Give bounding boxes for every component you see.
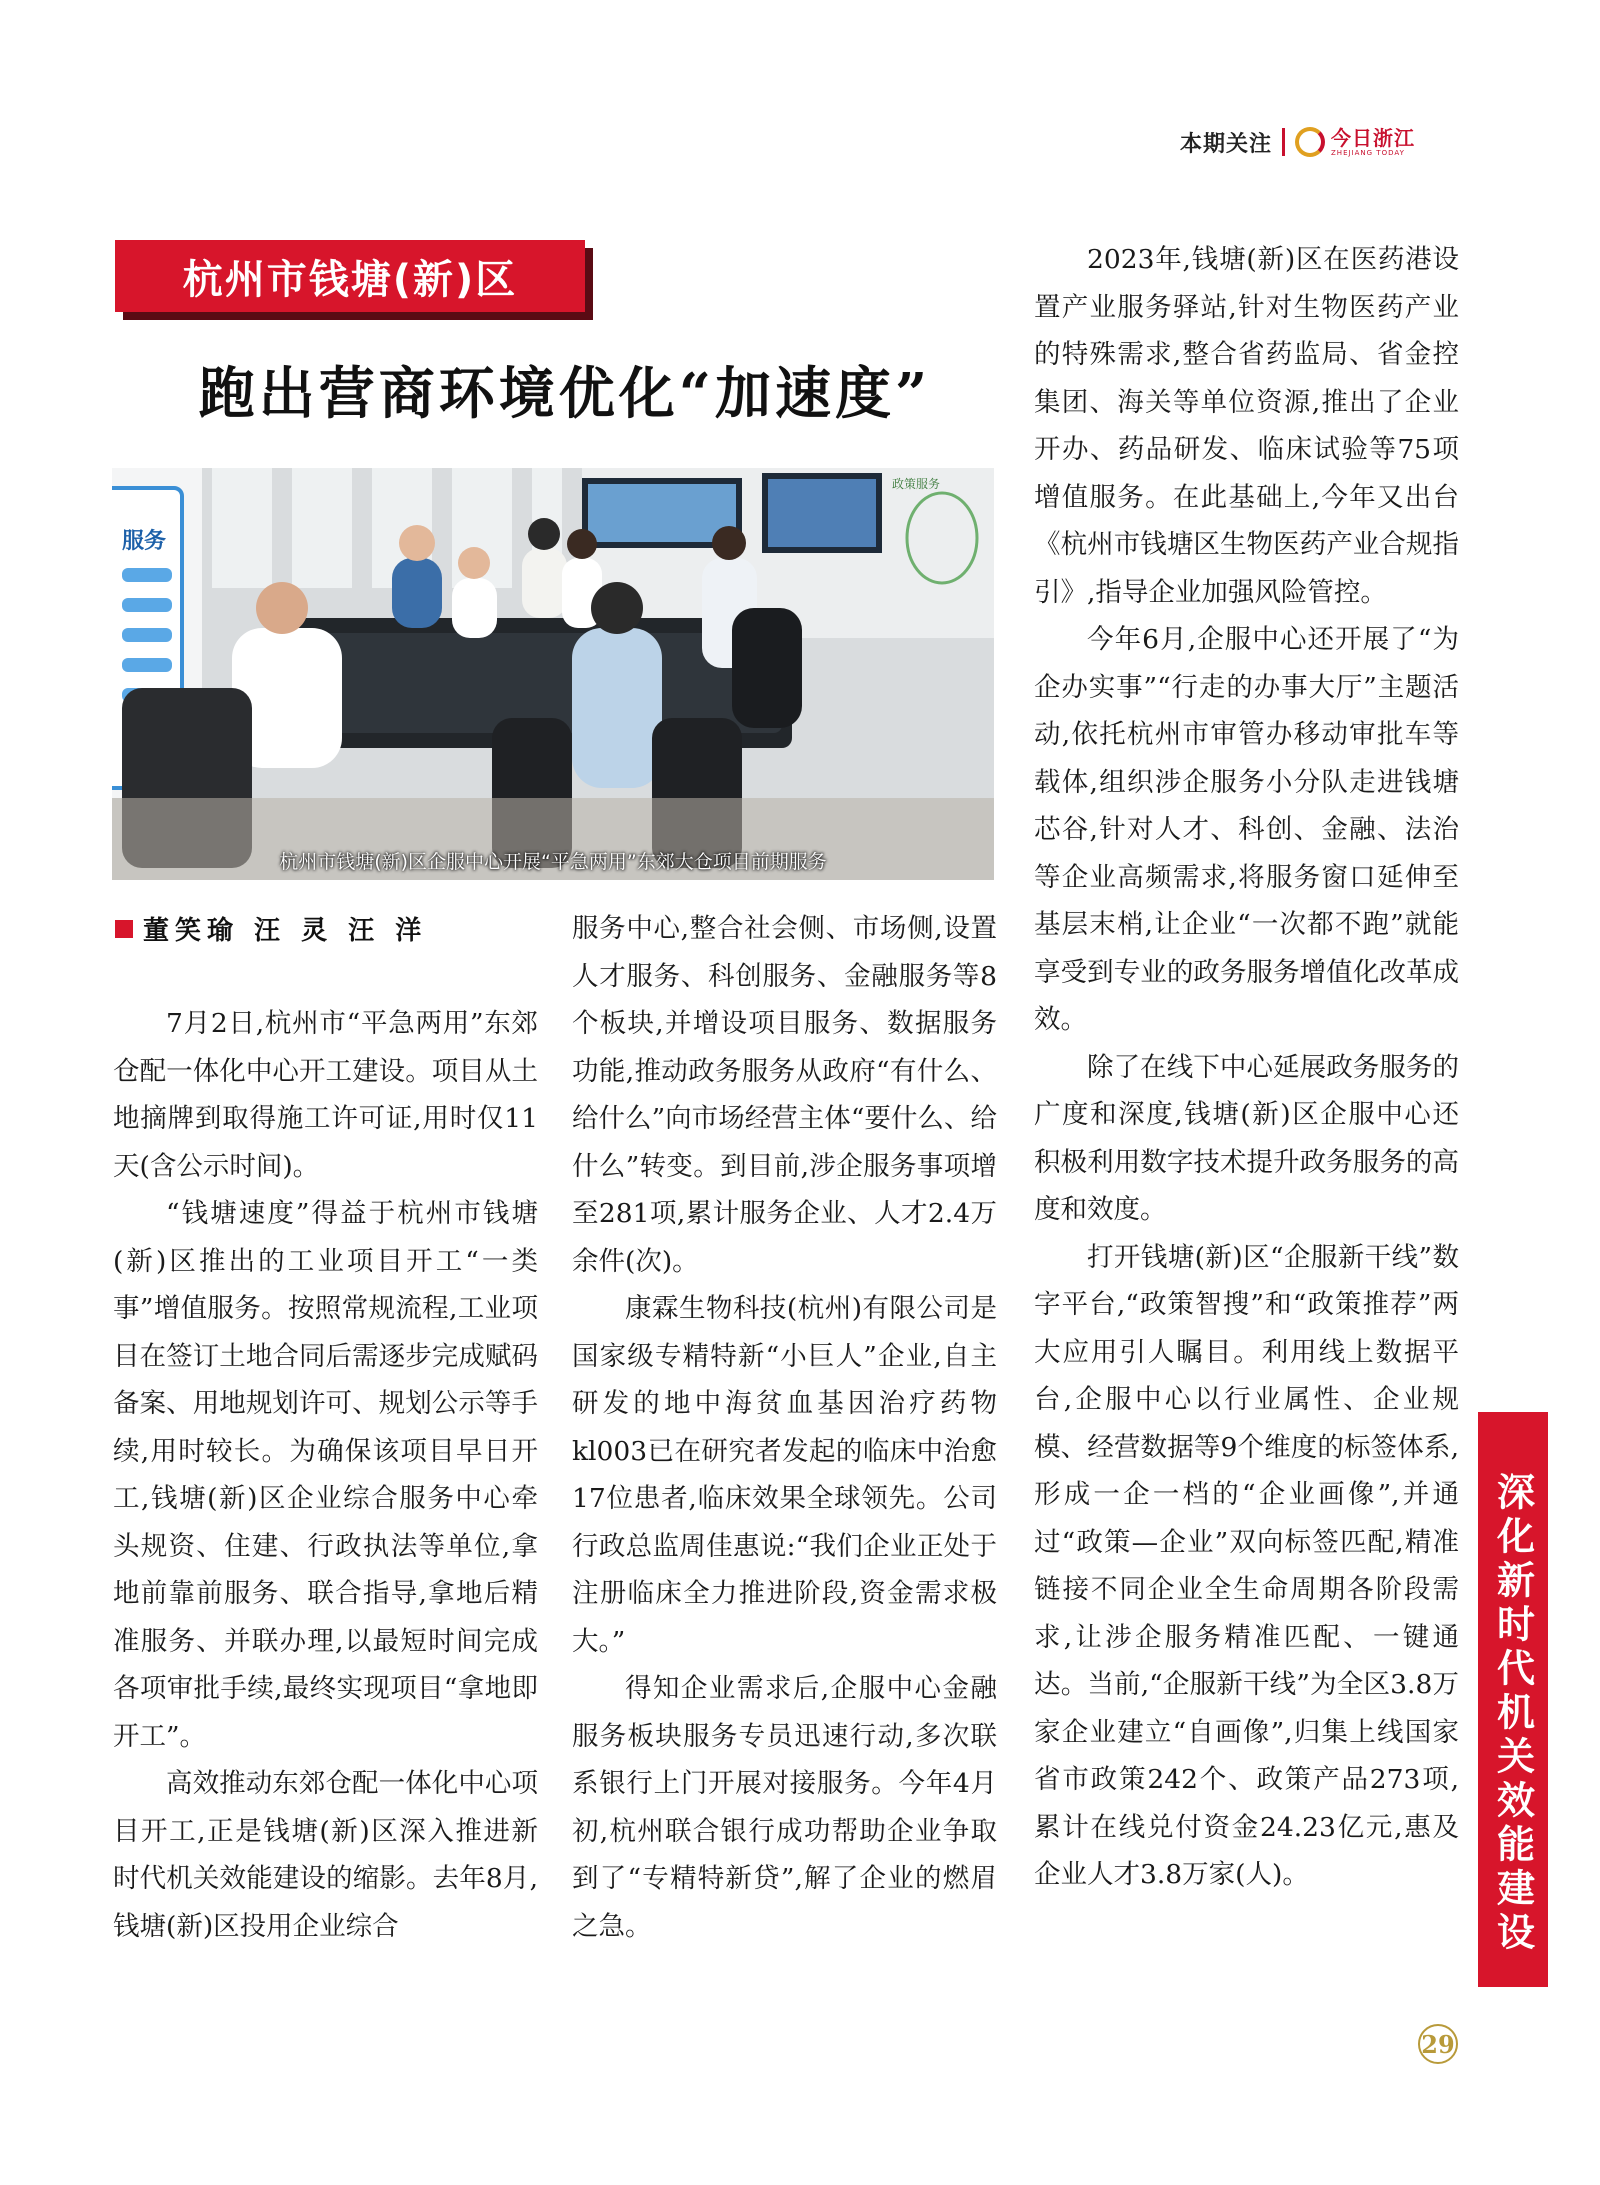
author-names: 董笑瑜 汪 灵 汪 洋 (143, 916, 428, 946)
logo-text: 今日浙江 (1331, 125, 1416, 150)
article-column-1 (113, 1000, 538, 1950)
region-banner: 杭州市钱塘(新)区 (115, 240, 585, 312)
paragraph: 康霖生物科技(杭州)有限公司是国家级专精特新“小巨人”企业,自主研发的地中海贫血基因治疗药物kl003已在研究者发起的临床中治愈17位患者,临床效果全球领先。公司行政总监周佳惠说:“我们企业正处于注册临床全力推进阶段,资金需求极大。” (572, 1293, 997, 1657)
article-column-2 (572, 905, 997, 1950)
page-number: 29 (1418, 2024, 1458, 2064)
article-title: 跑出营商环境优化“加速度” (198, 361, 932, 427)
paragraph: 7月2日,杭州市“平急两用”东郊仓配一体化中心开工建设。项目从土地摘牌到取得施工许可证,用时仅11天(含公示时间)。 (113, 1008, 538, 1182)
logo-subtext: ZHEJIANG TODAY (1331, 148, 1405, 157)
photo-caption: 杭州市钱塘(新)区企服中心开展“平急两用”东郊大仓项目前期服务 (279, 851, 827, 873)
byline-marker-icon (115, 920, 133, 938)
side-tab-label: 深化新时代机关效能建设 (1490, 1472, 1535, 1956)
panel-sign: 服务 (122, 529, 167, 554)
paragraph: 打开钱塘(新)区“企服新干线”数字平台,“政策智搜”和“政策推荐”两大应用引人瞩目。利用线上数据平台,企服中心以行业属性、企业规模、经营数据等9个维度的标签体系,形成一企一档的“企业画像”,并通过“政策—企业”双向标签匹配,精准链接不同企业全生命周期各阶段需求,让涉企服务精准匹配、一键通达。当前,“企服新干线”为全区3.8万家企业建立“自画像”,归集上线国家省市政策242个、政策产品273项,累计在线兑付资金24.23亿元,惠及企业人才3.8万家(人)。 (1034, 1241, 1459, 1890)
paragraph: 除了在线下中心延展政务服务的广度和深度,钱塘(新)区企服中心还积极利用数字技术提升政务服务的高度和效度。 (1034, 1051, 1459, 1225)
paragraph-continued: 服务中心,整合社会侧、市场侧,设置人才服务、科创服务、金融服务等8个板块,并增设项目服务、数据服务功能,推动政务服务从政府“有什么、给什么”向市场经营主体“要什么、给什么”转变。到目前,涉企服务事项增至281项,累计服务企业、人才2.4万余件(次)。 (572, 913, 997, 1277)
meeting-photo-illustration (112, 468, 994, 880)
magazine-logo (1295, 127, 1415, 157)
byline (115, 910, 427, 947)
page-header (1180, 122, 1480, 162)
paragraph: 2023年,钱塘(新)区在医药港设置产业服务驿站,针对生物医药产业的特殊需求,整合省药监局、省金控集团、海关等单位资源,推出了企业开办、药品研发、临床试验等75项增值服务。在此基础上,今年又出台《杭州市钱塘区生物医药产业合规指引》,指导企业加强风险管控。 (1034, 244, 1459, 608)
section-label: 本期关注 (1180, 131, 1273, 157)
paragraph: 今年6月,企服中心还开展了“为企办实事”“行走的办事大厅”主题活动,依托杭州市审管办移动审批车等载体,组织涉企服务小分队走进钱塘芯谷,针对人才、科创、金融、法治等企业高频需求,将服务窗口延伸至基层末梢,让企业“一次都不跑”就能享受到专业的政务服务增值化改革成效。 (1034, 624, 1459, 1035)
paragraph: “钱塘速度”得益于杭州市钱塘(新)区推出的工业项目开工“一类事”增值服务。按照常规流程,工业项目在签订土地合同后需逐步完成赋码备案、用地规划许可、规划公示等手续,用时较长。为确保该项目早日开工,钱塘(新)区企业综合服务中心牵头规资、住建、行政执法等单位,拿地前靠前服务、联合指导,拿地后精准服务、并联办理,以最短时间完成各项审批手续,最终实现项目“拿地即开工”。 (113, 1198, 538, 1752)
article-photo (112, 468, 994, 880)
article-column-3 (1034, 236, 1459, 1899)
logo-circle-icon (1295, 127, 1325, 157)
wall-sign: 政策服务 (892, 477, 941, 491)
section-side-tab (1478, 1412, 1548, 1987)
paragraph: 得知企业需求后,企服中心金融服务板块服务专员迅速行动,多次联系银行上门开展对接服务。今年4月初,杭州联合银行成功帮助企业争取到了“专精特新贷”,解了企业的燃眉之急。 (572, 1673, 997, 1942)
paragraph: 高效推动东郊仓配一体化中心项目开工,正是钱塘(新)区深入推进新时代机关效能建设的缩影。去年8月,钱塘(新)区投用企业综合 (113, 1768, 538, 1942)
header-divider (1282, 128, 1285, 156)
